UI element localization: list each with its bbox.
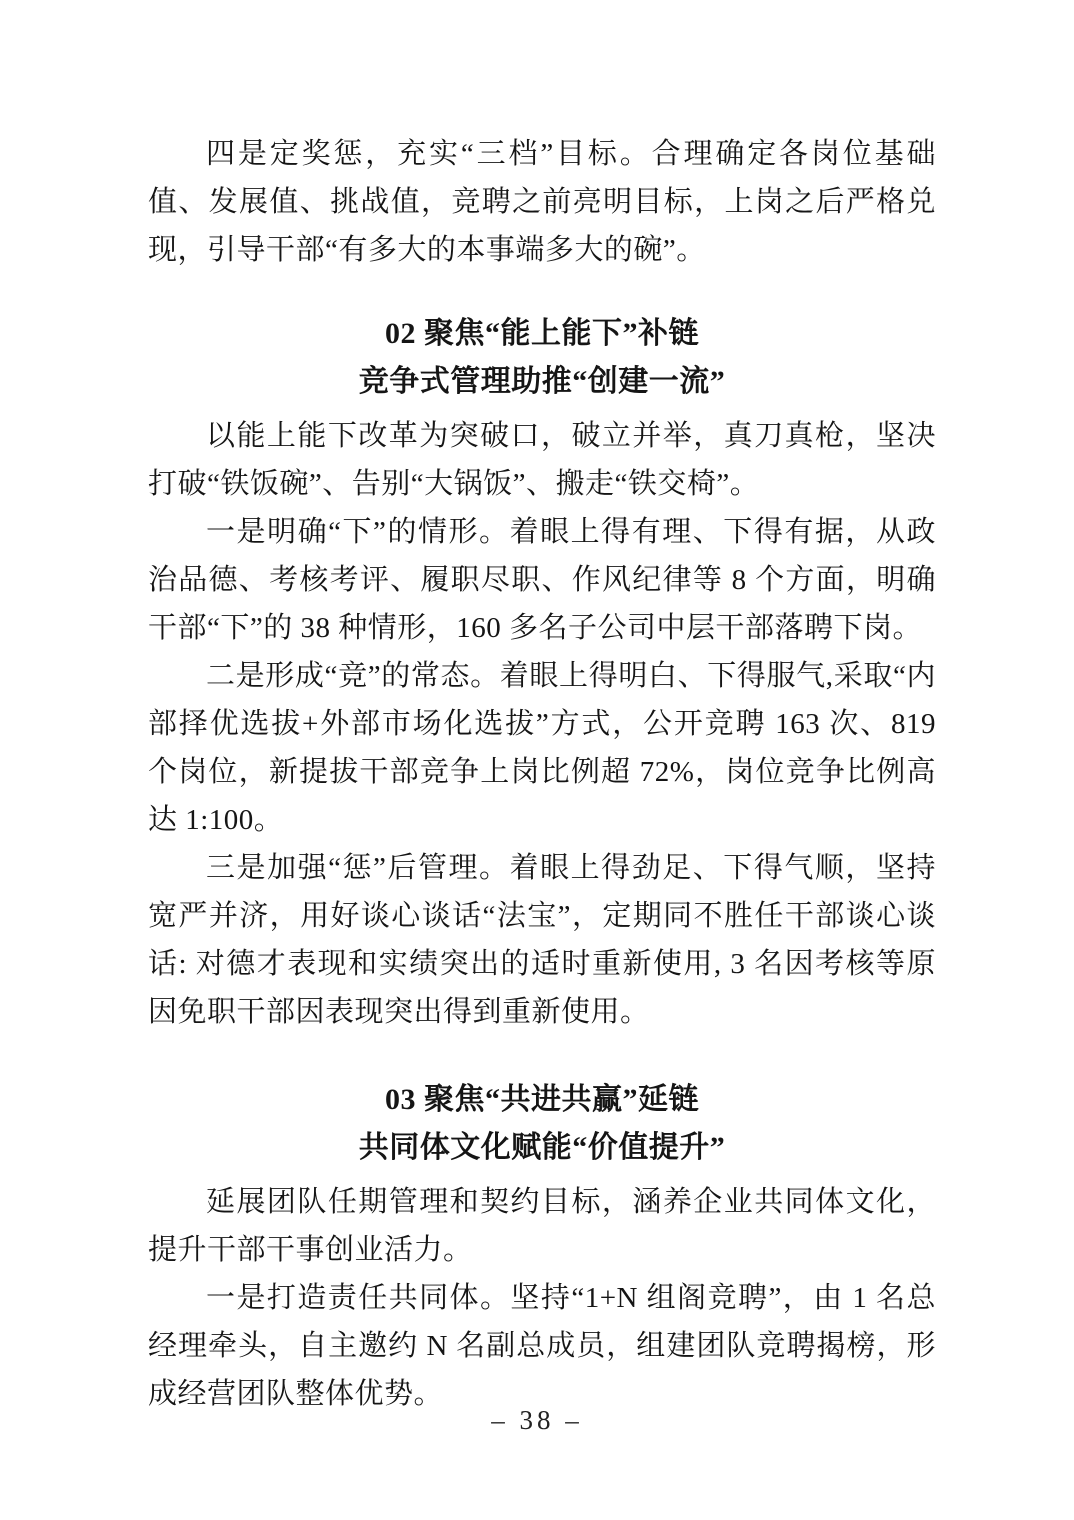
section-02-subtitle: 竞争式管理助推“创建一流” xyxy=(358,365,726,398)
paragraph-one-responsibility-community: 一是打造责任共同体。坚持“1+N 组阁竞聘”，由 1 名总经理牵头，自主邀约 N 名副总成员，组建团队竞聘揭榜，形成经营团队整体优势。 xyxy=(148,1282,936,1410)
document-body xyxy=(148,130,936,1418)
page-number: – 38 – xyxy=(491,1405,583,1435)
section-heading-02 xyxy=(148,310,936,406)
section-03-title: 03 聚焦“共进共赢”延链 xyxy=(385,1083,699,1116)
section-02-title: 02 聚焦“能上能下”补链 xyxy=(385,317,699,350)
section-03-subtitle: 共同体文化赋能“价值提升” xyxy=(358,1131,726,1164)
paragraph-team-tenure: 延展团队任期管理和契约目标，涵养企业共同体文化，提升干部干事创业活力。 xyxy=(148,1186,936,1266)
paragraph-four-is-rewards: 四是定奖惩，充实“三档”目标。合理确定各岗位基础值、发展值、挑战值，竞聘之前亮明目标，上岗之后严格兑现，引导干部“有多大的本事端多大的碗”。 xyxy=(148,138,936,266)
page-footer xyxy=(0,1402,1074,1438)
section-heading-03 xyxy=(148,1076,936,1172)
paragraph-one-clarify-down: 一是明确“下”的情形。着眼上得有理、下得有据，从政治品德、考核考评、履职尽职、作风纪律等 8 个方面，明确干部“下”的 38 种情形，160 多名子公司中层干部落聘下岗。 xyxy=(148,516,936,644)
paragraph-two-competition-norm: 二是形成“竞”的常态。着眼上得明白、下得服气,采取“内部择优选拔+外部市场化选拔”方式，公开竞聘 163 次、819 个岗位，新提拔干部竞争上岗比例超 72%，岗位竞争比例高达 1:100。 xyxy=(148,660,936,836)
paragraph-three-post-punishment: 三是加强“惩”后管理。着眼上得劲足、下得气顺，坚持宽严并济，用好谈心谈话“法宝”，定期同不胜任干部谈心谈话: 对德才表现和实绩突出的适时重新使用, 3 名因考核等原因免职干部因表现突出得到重新使用。 xyxy=(148,852,936,1028)
paragraph-reform-breakthrough: 以能上能下改革为突破口，破立并举，真刀真枪，坚决打破“铁饭碗”、告别“大锅饭”、搬走“铁交椅”。 xyxy=(148,420,936,500)
